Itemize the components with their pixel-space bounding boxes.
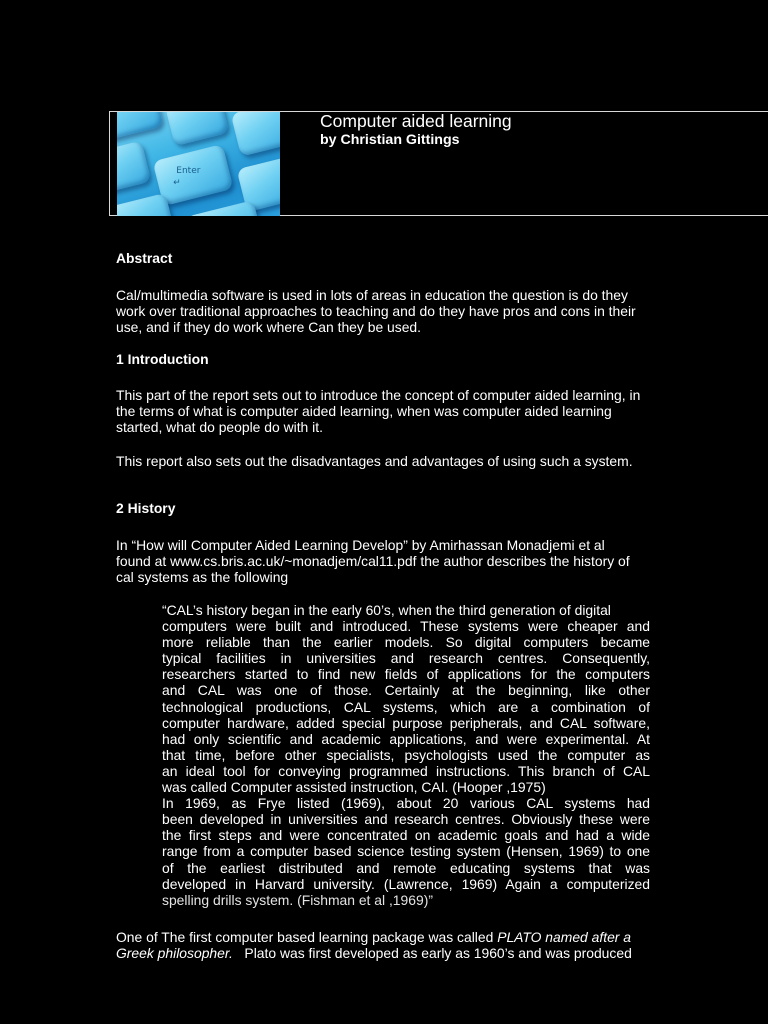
quote-line: been developed in universities and research centres. Obviously these were bbox=[162, 811, 650, 828]
history-intro-line: In “How will Computer Aided Learning Develop” by Amirhassan Monadjemi et al bbox=[116, 537, 605, 553]
plato-italic-text: PLATO named after a bbox=[497, 929, 632, 945]
history-intro-line: found at www.cs.bris.ac.uk/~monadjem/cal11.pdf the author describes the history of bbox=[116, 553, 630, 570]
introduction-line: This part of the report sets out to introduce the concept of computer aided learning, in bbox=[116, 387, 641, 403]
plato-text: Plato was first developed as early as 1960’s and was produced bbox=[232, 945, 632, 962]
quote-line: computer hardware, added special purpose peripherals, and CAL software, bbox=[162, 714, 650, 731]
quote-line: of the earliest distributed and remote educating systems that was bbox=[162, 859, 650, 876]
plato-italic-text: Greek philosopher. bbox=[116, 945, 233, 962]
introduction-paragraph-1 bbox=[116, 387, 640, 436]
quote-line: and CAL was one of those. Certainly at the beginning, like other bbox=[162, 682, 650, 699]
quote-line: that time, before other specialists, psychologists used the computer as bbox=[162, 746, 650, 763]
abstract-heading: Abstract bbox=[116, 250, 173, 266]
quote-line: an ideal tool for conveying programmed instructions. This branch of CAL bbox=[162, 762, 650, 779]
history-quote-block bbox=[162, 602, 650, 908]
abstract-line: use, and if they do work where Can they be used. bbox=[116, 319, 422, 336]
introduction-line: the terms of what is computer aided learning, when was computer aided learning bbox=[116, 403, 612, 420]
quote-line: computers were built and introduced. These systems were cheaper and bbox=[162, 618, 650, 635]
keyboard-enter-key-image bbox=[117, 112, 280, 216]
abstract-line: Cal/multimedia software is used in lots of areas in education the question is do they bbox=[116, 287, 628, 303]
plato-line-1 bbox=[116, 929, 632, 945]
quote-line: more reliable than the earlier models. So digital computers became bbox=[162, 634, 650, 651]
introduction-paragraph-2 bbox=[116, 453, 633, 469]
abstract-line: work over traditional approaches to teaching and do they have pros and cons in their bbox=[116, 303, 636, 320]
introduction-heading: 1 Introduction bbox=[116, 351, 209, 367]
quote-line: range from a computer based science testing system (Hensen, 1969) to one bbox=[162, 843, 650, 860]
quote-line: the first steps and were concentrated on academic goals and had a wide bbox=[162, 827, 650, 844]
keyboard-key-icon bbox=[117, 141, 151, 194]
quote-line: was called Computer assisted instruction, CAI. (Hooper ,1975) bbox=[162, 779, 546, 796]
quote-line: developed in Harvard university. (Lawrence, 1969) Again a computerized bbox=[162, 875, 650, 892]
abstract-paragraph bbox=[116, 287, 636, 336]
quote-line: had only scientific and academic applications, and were experimental. At bbox=[162, 730, 650, 747]
quote-line: spelling drills system. (Fishman et al ,1969)” bbox=[162, 891, 433, 908]
introduction-line: This report also sets out the disadvantages and advantages of using such a system. bbox=[116, 453, 633, 469]
introduction-line: started, what do people do with it. bbox=[116, 419, 323, 436]
plato-text: One of The first computer based learning package was called bbox=[116, 929, 498, 945]
history-heading: 2 History bbox=[116, 500, 176, 516]
keyboard-key-icon bbox=[117, 112, 163, 141]
keyboard-key-icon bbox=[231, 112, 280, 157]
quote-line: researchers started to find new fields of applications for the computers bbox=[162, 666, 650, 683]
history-intro-paragraph bbox=[116, 537, 630, 586]
enter-key-label: Enter bbox=[176, 165, 201, 176]
quote-line: “CAL’s history began in the early 60’s, when the third generation of digital bbox=[162, 602, 611, 618]
plato-paragraph bbox=[116, 929, 632, 961]
quote-line: typical facilities in universities and research centres. Consequently, bbox=[162, 650, 650, 667]
quote-line: technological productions, CAL systems, which are a combination of bbox=[162, 698, 650, 715]
history-intro-line: cal systems as the following bbox=[116, 569, 289, 586]
enter-arrow-icon: ↵ bbox=[173, 177, 181, 188]
keyboard-key-icon bbox=[185, 200, 263, 216]
document-title: Computer aided learning bbox=[320, 111, 512, 131]
plato-line-2 bbox=[116, 945, 632, 961]
keyboard-key-icon bbox=[165, 112, 229, 146]
document-author: by Christian Gittings bbox=[320, 132, 460, 148]
quote-line: In 1969, as Frye listed (1969), about 20 various CAL systems had bbox=[162, 795, 650, 812]
